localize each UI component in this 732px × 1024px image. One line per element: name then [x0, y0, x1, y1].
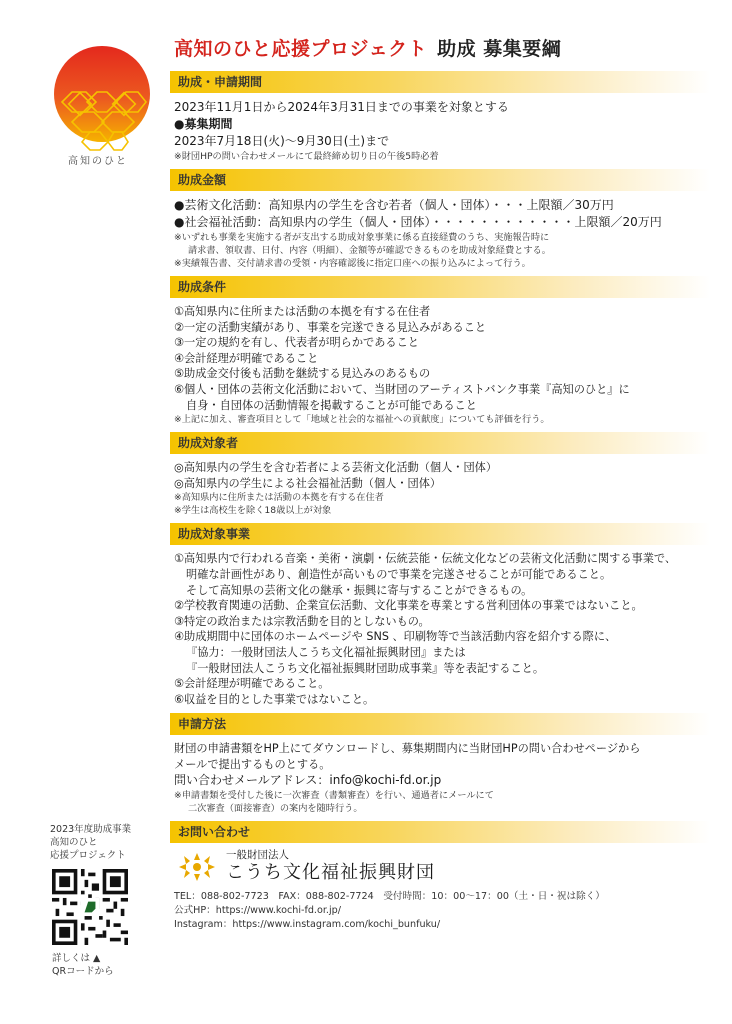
contact-website-link[interactable]: 公式HP：https://www.kochi-fd.or.jp/ [174, 905, 341, 917]
conditions-note: ※上記に加え、審査項目として「地域と社会的な福祉への貢献度」についても評価を行う。 [174, 414, 550, 426]
project-logo [50, 44, 155, 167]
organization-name: こうち文化福祉振興財団 [226, 862, 435, 884]
period-line: 2023年11月1日から2024年3月31日までの事業を対象とする [174, 100, 509, 114]
qr-caption-line: 詳しくは ▲ [52, 953, 101, 964]
apply-email[interactable]: 問い合わせメールアドレス：info@kochi-fd.or.jp [174, 773, 442, 788]
qr-caption-line: QRコードから [52, 966, 114, 977]
amount-note: ※いずれも事業を実施する者が支出する助成対象事業に係る直接経費のうち、実施報告時に [174, 232, 550, 243]
project-item: ⑤会計経理が明確であること。 [174, 677, 330, 691]
organization-block [174, 849, 710, 884]
project-item: ②学校教育関連の活動、企業宣伝活動、文化事業を専業とする営利団体の事業ではないこと。 [174, 599, 643, 613]
target-note: ※高知県内に住所または活動の本拠を有する在住者 [174, 492, 384, 504]
page-title [174, 34, 710, 61]
condition-item: ③一定の規約を有し、代表者が明らかであること [174, 336, 419, 350]
contact-tel: TEL：088-802-7723 FAX：088-802-7724 受付時間：10：00～17：00（土・日・祝は除く） [174, 891, 605, 903]
project-item: ③特定の政治または宗教活動を目的としないもの。 [174, 614, 430, 628]
target-item: ◎高知県内の学生を含む若者による芸術文化活動（個人・団体） [174, 461, 498, 475]
section-heading-period: 助成・申請期間 [170, 71, 710, 93]
target-note: ※学生は高校生を除く18歳以上が対象 [174, 505, 332, 517]
project-item: ①高知県内で行われる音楽・美術・演劇・伝統芸能・伝統文化などの芸術文化活動に関する事業で、 [174, 552, 677, 566]
recruit-period-heading: ●募集期間 [174, 117, 233, 131]
qr-caption [52, 952, 114, 978]
project-item: ④助成期間中に団体のホームページや SNS 、印刷物等で当該活動内容を紹介する際に、 [174, 630, 617, 644]
sidebar-line: 高知のひと [50, 837, 98, 848]
condition-item: ①高知県内に住所または活動の本拠を有する在住者 [174, 305, 431, 318]
section-heading-contact: お問い合わせ [170, 821, 710, 843]
amount-note-2: ※実績報告書、交付請求書の受領・内容確認後に指定口座への振り込みによって行う。 [174, 258, 531, 269]
project-item-cont: 『協力：一般財団法人こうち文化福祉振興財団』または [186, 645, 466, 659]
page-title-main: 高知のひと応援プロジェクト [174, 38, 428, 60]
apply-note-cont: 二次審査（面接審査）の案内を随時行う。 [188, 803, 363, 815]
apply-text: メールで提出するものとする。 [174, 757, 331, 771]
sidebar-line: 応援プロジェクト [50, 850, 126, 861]
amount-item-welfare: ●社会福祉活動：高知県内の学生（個人・団体）・・・・・・・・・・・・上限額／20万円 [174, 215, 662, 229]
project-item-cont: そして高知県の芸術文化の継承・振興に寄与することができるもの。 [186, 583, 533, 597]
amount-note-cont: 請求書、領収書、日付、内容（明細）、金額等が確認できるものを助成対象経費とする。 [188, 245, 551, 256]
period-note: ※財団HPの問い合わせメールにて最終締め切り日の午後5時必着 [174, 151, 439, 162]
project-item-cont: 『一般財団法人こうち文化福祉振興財団助成事業』等を表記すること。 [186, 661, 545, 675]
section-heading-apply: 申請方法 [170, 713, 710, 735]
sidebar-line: 2023年度助成事業 [50, 824, 132, 835]
apply-text: 財団の申請書類をHP上にてダウンロードし、募集期間内に当財団HPの問い合わせページから [174, 742, 641, 756]
condition-item: ④会計経理が明確であること [174, 351, 319, 365]
section-heading-conditions: 助成条件 [170, 276, 710, 298]
logo-caption: 高知のひと [68, 156, 128, 167]
condition-item: ⑤助成金交付後も活動を継続する見込みのあるもの [174, 367, 431, 381]
section-heading-targets: 助成対象者 [170, 432, 710, 454]
target-item: ◎高知県内の学生による社会福祉活動（個人・団体） [174, 476, 442, 490]
section-heading-projects: 助成対象事業 [170, 523, 710, 545]
qr-code-icon[interactable] [52, 869, 128, 945]
foundation-logo-icon [174, 852, 220, 882]
project-item-cont: 明確な計画性があり、創造性が高いもので事業を完遂させることが可能であること。 [186, 567, 612, 581]
recruit-period-dates: 2023年7月18日(火)～9月30日(土)まで [174, 134, 390, 148]
sidebar-caption [50, 823, 160, 862]
condition-item-cont: 自身・自団体の活動情報を掲載することが可能であること [186, 398, 477, 412]
page-title-sub: 助成 募集要綱 [437, 38, 562, 60]
apply-note: ※申請書類を受付した後に一次審査（書類審査）を行い、通過者にメールにて [174, 790, 494, 802]
organization-type: 一般財団法人 [226, 849, 289, 862]
main-content [170, 34, 710, 932]
condition-item: ②一定の活動実績があり、事業を完遂できる見込みがあること [174, 320, 487, 334]
section-heading-amount: 助成金額 [170, 169, 710, 191]
contact-instagram-link[interactable]: Instagram：https://www.instagram.com/kochi_bunfuku/ [174, 919, 441, 931]
amount-item-art: ●芸術文化活動：高知県内の学生を含む若者（個人・団体）・・・上限額／30万円 [174, 198, 614, 212]
condition-item: ⑥個人・団体の芸術文化活動において、当財団のアーティストバンク事業『高知のひと』に [174, 382, 630, 396]
project-item: ⑥収益を目的とした事業ではないこと。 [174, 692, 375, 706]
